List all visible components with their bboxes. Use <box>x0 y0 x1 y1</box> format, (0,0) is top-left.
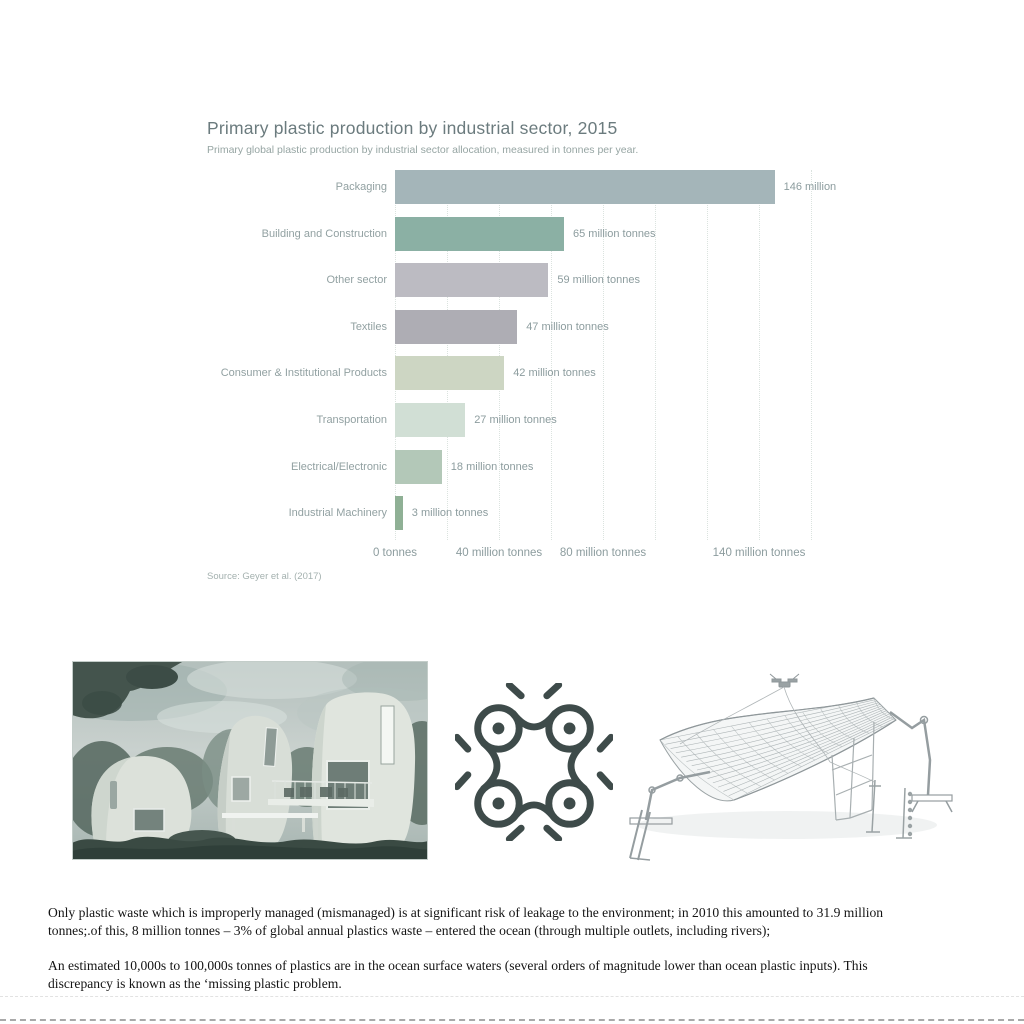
bar-value-label: 27 million tonnes <box>474 413 557 426</box>
bar-category-label: Other sector <box>326 274 387 287</box>
paragraph-line: Only plastic waste which is improperly managed (mismanaged) is at significant risk of leakage to the environment; in 2010 this amounted to 31.9 million <box>48 905 884 920</box>
bar-category-label: Textiles <box>350 320 387 333</box>
robotic-fiber-pavilion-render <box>622 660 967 872</box>
bar-row <box>207 217 887 251</box>
bar-category-label: Packaging <box>335 181 387 193</box>
houses-photo-graphic <box>72 661 428 860</box>
bar <box>395 403 465 437</box>
bar-row <box>207 496 887 530</box>
bar-category-label: Industrial Machinery <box>288 507 387 520</box>
bar-category-label: Building and Construction <box>261 227 387 240</box>
paragraph-mismanaged-waste <box>48 904 1008 939</box>
bar-track <box>395 356 811 390</box>
paragraph-line: tonnes;.of this, 8 million tonnes – 3% of global annual plastics waste – entered the ocean (through multiple outlets, including rivers); <box>48 922 771 938</box>
bar <box>395 170 775 204</box>
drone-icon-graphic <box>455 683 613 841</box>
bar <box>395 217 564 251</box>
bar <box>395 310 517 344</box>
bar-track <box>395 170 837 204</box>
faint-dashed-rule <box>0 996 1024 997</box>
bar-value-label: 42 million tonnes <box>513 367 596 380</box>
body-text <box>48 904 1008 1010</box>
bar-track <box>395 403 811 437</box>
chart-x-axis <box>372 547 811 563</box>
chart-subtitle: Primary global plastic production by industrial sector allocation, measured in tonnes per year. <box>207 144 639 156</box>
bottom-dashed-rule <box>0 1019 1024 1021</box>
3d-printed-houses-photo <box>72 661 428 860</box>
chart-source: Source: Geyer et al. (2017) <box>207 571 322 582</box>
bar-value-label: 18 million tonnes <box>450 460 534 473</box>
chart-plot-area <box>207 170 887 590</box>
bar-category-label: Consumer & Institutional Products <box>220 367 387 380</box>
bar-track <box>395 263 811 297</box>
bar-track <box>395 496 811 530</box>
plastic-production-chart <box>207 118 887 582</box>
x-axis-tick-label: 40 million tonnes <box>455 547 543 559</box>
x-axis-tick-label: 140 million tonnes <box>712 547 806 559</box>
chart-title: Primary plastic production by industrial sector, 2015 <box>207 118 618 138</box>
bar-row <box>207 263 887 297</box>
bar <box>395 496 403 530</box>
paragraph-missing-plastic <box>48 957 1008 992</box>
x-axis-tick-label: 0 tonnes <box>372 547 418 559</box>
bar-row <box>207 403 887 437</box>
bar-track <box>395 450 811 484</box>
bar-value-label: 47 million tonnes <box>526 320 609 333</box>
pavilion-graphic <box>622 660 967 872</box>
bar-value-label: 146 million <box>783 181 837 193</box>
bar-row <box>207 356 887 390</box>
bar-value-label: 59 million tonnes <box>557 274 640 287</box>
bar-category-label: Transportation <box>316 413 387 426</box>
bar-track <box>395 217 811 251</box>
drone-icon <box>455 683 613 841</box>
bar <box>395 356 504 390</box>
bar-value-label: 3 million tonnes <box>411 507 489 520</box>
paragraph-line: discrepancy is known as the ‘missing plastic problem. <box>48 975 342 991</box>
bar-row <box>207 450 887 484</box>
bar-row <box>207 310 887 344</box>
chart-bar-rows <box>207 170 887 530</box>
bar-track <box>395 310 811 344</box>
bar-row <box>207 170 887 204</box>
paragraph-line: An estimated 10,000s to 100,000s tonnes of plastics are in the ocean surface waters (several orders of magnitude lower than ocean plastic inputs). This <box>48 958 868 974</box>
bar <box>395 263 548 297</box>
bar-value-label: 65 million tonnes <box>573 227 656 240</box>
x-axis-tick-label: 80 million tonnes <box>559 547 647 559</box>
bar-category-label: Electrical/Electronic <box>291 460 387 473</box>
bar <box>395 450 442 484</box>
